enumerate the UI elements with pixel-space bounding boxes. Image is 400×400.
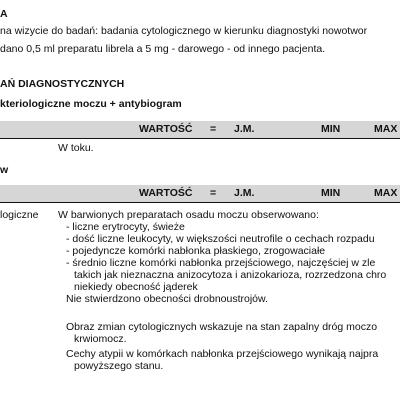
table-rule-1 [0,138,400,139]
description-line: Cechy atypii w komórkach nabłonka przejściowego wynikają najpra [66,348,379,360]
col-min: MIN [321,123,341,135]
table-header-2 [0,185,400,202]
col-max: MAX [374,123,398,135]
col-eq-2: = [210,187,217,199]
col-unit: J.M. [234,123,255,135]
table-rule-2 [0,202,400,203]
section-subtitle: kteriologiczne moczu + antybiogram [0,98,182,110]
description-line: Obraz zmian cytologicznych wskazuje na stan zapalny dróg moczo [66,321,378,333]
col-value: WARTOŚĆ [139,123,193,135]
description-line: niekiedy obecność jąderek [74,281,198,293]
description-line: powyższego stanu. [74,360,164,372]
referral-line-2: dano 0,5 ml preparatu librela a 5 mg - darowego - od innego pacjenta. [0,43,326,55]
description-line: krwiomocz. [74,333,127,345]
col-unit-2: J.M. [234,187,255,199]
description-line: Nie stwierdzono obecności drobnoustrojów. [66,293,268,305]
col-value-2: WARTOŚĆ [139,187,193,199]
top-heading: A [0,8,8,20]
col-eq: = [210,123,217,135]
row-label-cytology: logiczne [0,209,39,221]
section-title: AŃ DIAGNOSTYCZNYCH [0,78,125,90]
col-max-2: MAX [374,187,398,199]
description-line: - pojedyncze komórki nabłonka płaskiego, zrogowaciałe [66,245,326,257]
description-line: - liczne erytrocyty, świeże [66,221,185,233]
description-line: - dość liczne leukocyty, w większości neutrofile o cechach rozpadu [66,233,375,245]
section2-label: w [0,164,9,176]
table-header-1 [0,121,400,138]
col-min-2: MIN [321,187,341,199]
description-line: takich jak nieznaczna anizocytoza i anizokarioza, rozrzedzona chro [74,269,387,281]
description-line: W barwionych preparatach osadu moczu obserwowano: [58,209,319,221]
result-in-progress: W toku. [58,142,94,154]
description-line: - średnio liczne komórki nabłonka przejściowego, najczęściej w zle [66,257,376,269]
referral-line-1: na wizycie do badań: badania cytologicznego w kierunku diagnostyki nowotwor [0,25,368,37]
